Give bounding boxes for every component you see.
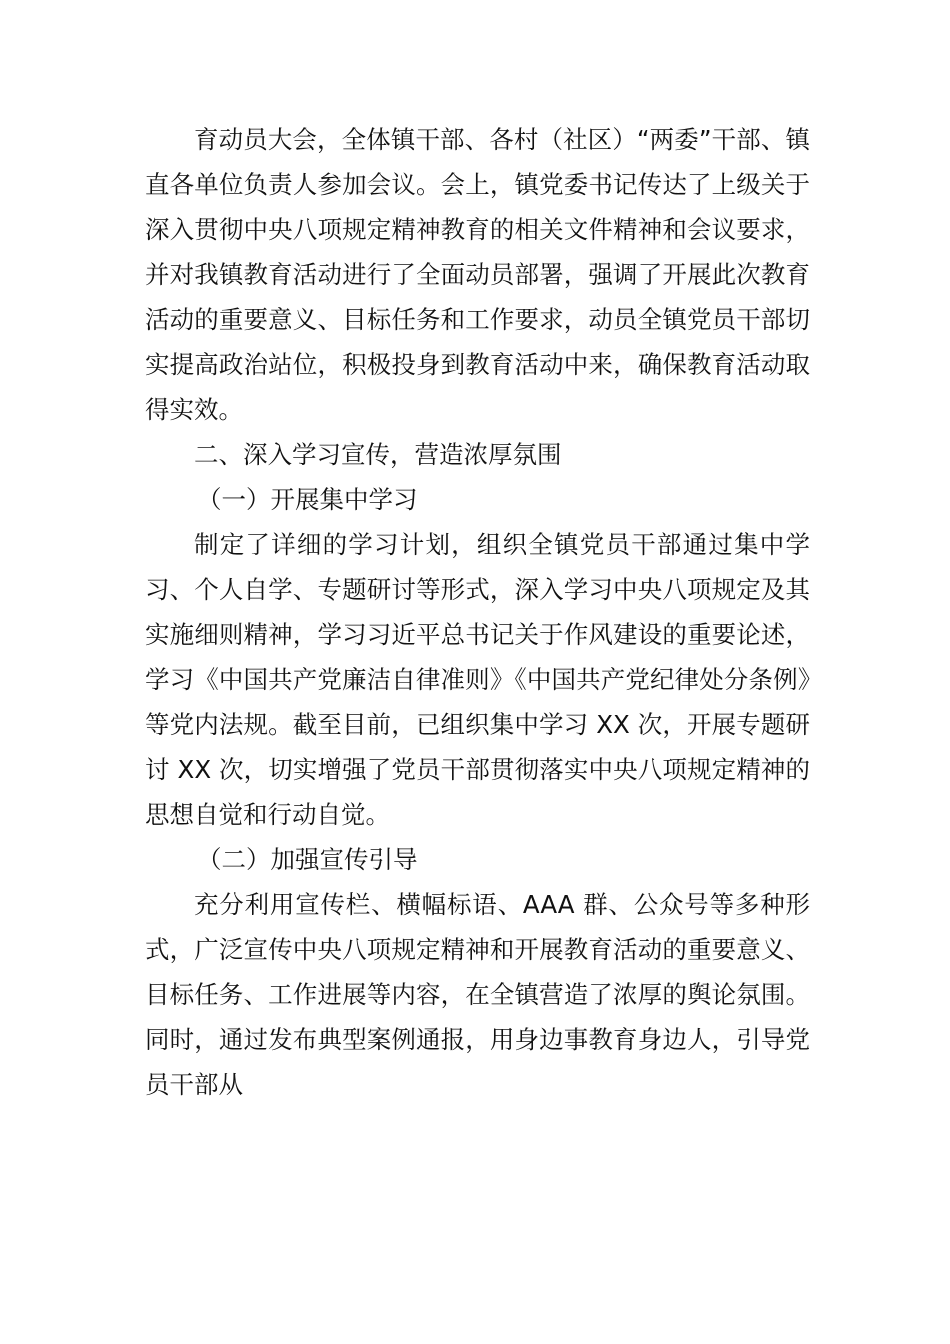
document-body — [145, 117, 810, 1107]
paragraph-publicity-guidance: 充分利用宣传栏、横幅标语、AAA 群、公众号等多种形式，广泛宣传中央八项规定精神和开展教育活动的重要意义、目标任务、工作进展等内容，在全镇营造了浓厚的舆论氛围。同时，通过发布典型案例通报，用身边事教育身边人，引导党员干部从 — [145, 890, 810, 1099]
subsection-heading-publicity-guidance: （二）加强宣传引导 — [197, 845, 418, 874]
paragraph-mobilization-meeting: 育动员大会，全体镇干部、各村（社区）“两委”干部、镇直各单位负责人参加会议。会上，镇党委书记传达了上级关于深入贯彻中央八项规定精神教育的相关文件精神和会议要求，并对我镇教育活动进行了全面动员部署，强调了开展此次教育活动的重要意义、目标任务和工作要求，动员全镇党员干部切实提高政治站位，积极投身到教育活动中来，确保教育活动取得实效。 — [145, 125, 810, 424]
subsection-heading-collective-study: （一）开展集中学习 — [197, 485, 418, 514]
section-heading-study-publicity: 二、深入学习宣传，营造浓厚氛围 — [194, 440, 562, 469]
paragraph-collective-study: 制定了详细的学习计划，组织全镇党员干部通过集中学习、个人自学、专题研讨等形式，深入学习中央八项规定及其实施细则精神，学习习近平总书记关于作风建设的重要论述，学习《中国共产党廉洁自律准则》《中国共产党纪律处分条例》等党内法规。截至目前，已组织集中学习 XX 次，开展专题研讨 XX 次，切实增强了党员干部贯彻落实中央八项规定精神的思想自觉和行动自觉。 — [145, 530, 810, 829]
